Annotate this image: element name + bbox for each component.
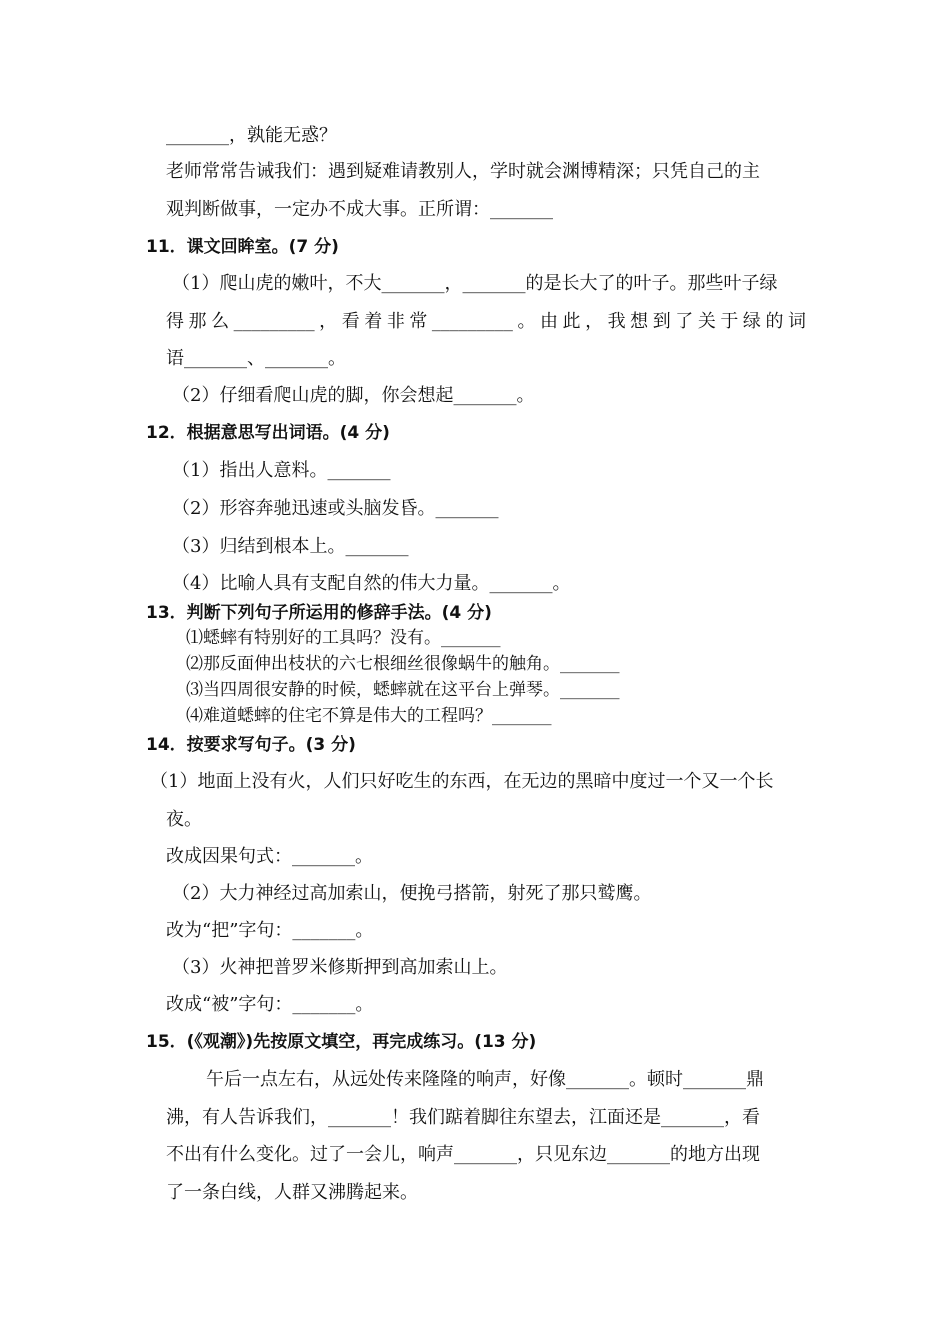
q11-p1-line-1: （1）爬山虎的嫩叶，不大_______，_______的是长大了的叶子。那些叶子绿 <box>172 273 778 294</box>
q15-title: 15．(《观潮》)先按原文填空，再完成练习。(13 分) <box>146 1032 537 1052</box>
q14-task-3: 改成“被”字句：_______。 <box>166 994 374 1015</box>
q15-passage-line-2: 沸，有人告诉我们，_______！我们踮着脚往东望去，江面还是_______，看 <box>166 1107 760 1128</box>
q13-title: 13．判断下列句子所运用的修辞手法。(4 分) <box>146 603 492 623</box>
q13-item-4: ⑷难道蟋蟀的住宅不算是伟大的工程吗？_______ <box>186 706 552 726</box>
q13-item-1: ⑴蟋蟀有特别好的工具吗？没有。_______ <box>186 628 501 648</box>
q14-sentence-1-line-1: （1）地面上没有火，人们只好吃生的东西，在无边的黑暗中度过一个又一个长 <box>150 771 774 792</box>
q14-task-2: 改为“把”字句：_______。 <box>166 920 374 941</box>
q13-item-3: ⑶当四周很安静的时候，蟋蟀就在这平台上弹琴。_______ <box>186 680 620 700</box>
q11-p1-line-3: 语_______、_______。 <box>166 348 346 369</box>
q10-line-3: 观判断做事，一定办不成大事。正所谓：_______ <box>166 199 553 220</box>
q14-sentence-3: （3）火神把普罗米修斯押到高加索山上。 <box>172 957 508 978</box>
q10-line-2: 老师常常告诫我们：遇到疑难请教别人，学时就会渊博精深；只凭自己的主 <box>166 161 760 182</box>
q11-title: 11．课文回眸室。(7 分) <box>146 237 339 257</box>
q14-task-1: 改成因果句式：_______。 <box>166 846 373 867</box>
q15-passage-line-1: 午后一点左右，从远处传来隆隆的响声，好像_______。顿时_______鼎 <box>206 1069 764 1090</box>
q14-sentence-1-line-2: 夜。 <box>166 809 202 830</box>
q12-item-1: （1）指出人意料。_______ <box>172 460 391 481</box>
q14-title: 14．按要求写句子。(3 分) <box>146 735 356 755</box>
q12-item-3: （3）归结到根本上。_______ <box>172 536 409 557</box>
q15-passage-line-3: 不出有什么变化。过了一会儿，响声_______，只见东边_______的地方出现 <box>166 1144 760 1165</box>
q12-title: 12．根据意思写出词语。(4 分) <box>146 423 390 443</box>
q10-line-1: _______，孰能无惑？ <box>166 125 337 146</box>
q11-p2: （2）仔细看爬山虎的脚，你会想起_______。 <box>172 385 535 406</box>
q12-item-2: （2）形容奔驰迅速或头脑发昏。_______ <box>172 498 499 519</box>
q15-passage-line-4: 了一条白线，人群又沸腾起来。 <box>166 1182 418 1203</box>
q13-item-2: ⑵那反面伸出枝状的六七根细丝很像蜗牛的触角。_______ <box>186 654 620 674</box>
q14-sentence-2: （2）大力神经过高加索山，便挽弓搭箭，射死了那只鹫鹰。 <box>172 883 652 904</box>
q12-item-4: （4）比喻人具有支配自然的伟大力量。_______。 <box>172 573 571 594</box>
q11-p1-line-2: 得那么_________，看着非常_________。由此，我想到了关于绿的词 <box>166 311 806 332</box>
